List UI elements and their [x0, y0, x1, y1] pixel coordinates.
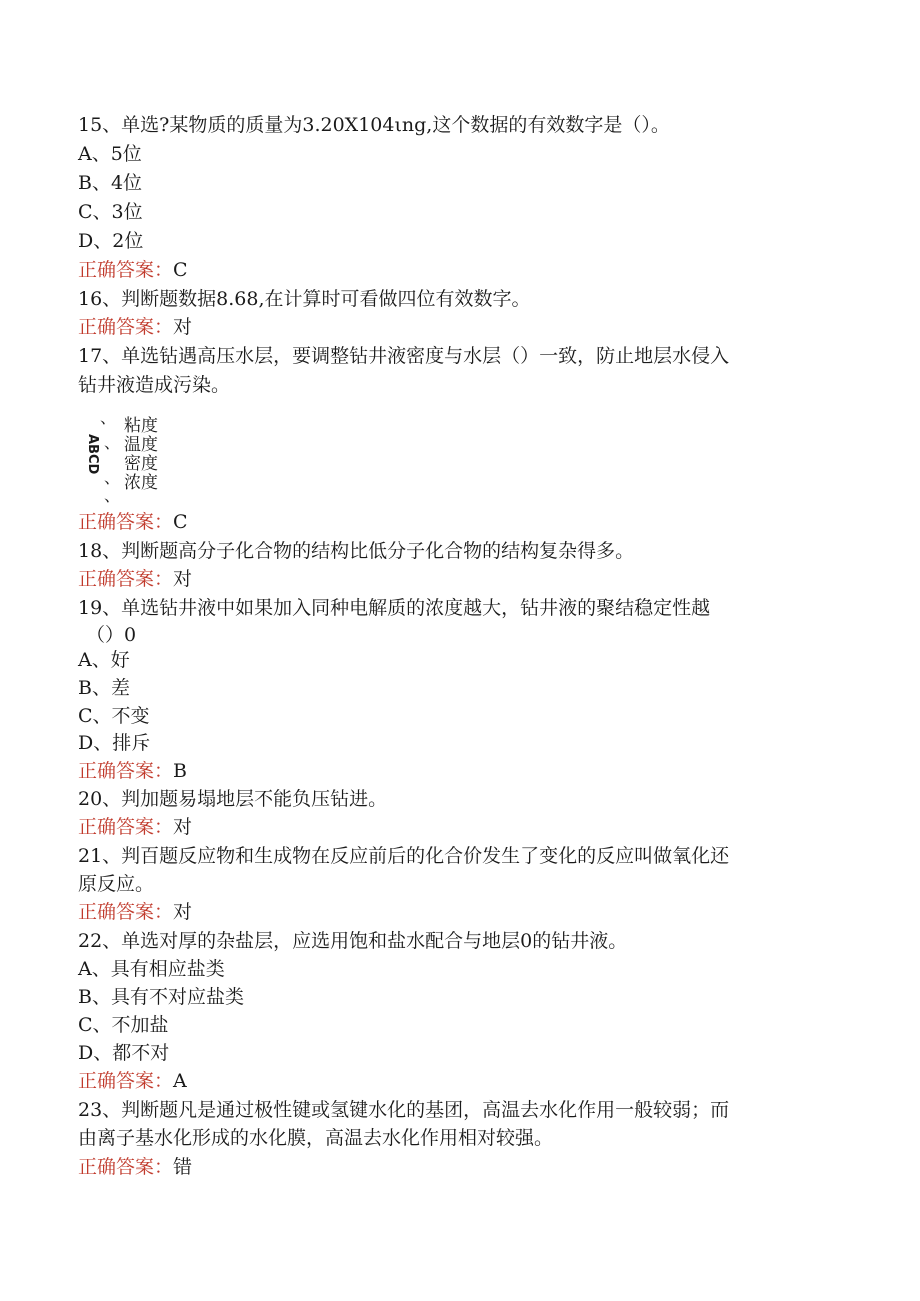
option-a: 粘度 — [124, 416, 158, 436]
answer-22 — [78, 1069, 187, 1093]
enumeration-comma: 、 — [104, 433, 121, 452]
answer-15 — [78, 258, 188, 282]
answer-value: 对 — [173, 316, 193, 338]
answer-16 — [78, 315, 192, 339]
question-16: 16、判断题数据8.68,在计算时可看做四位有效数字。 — [78, 288, 531, 310]
option-d: D、排斥 — [78, 732, 151, 754]
option-d: D、2位 — [78, 230, 144, 252]
answer-21 — [78, 900, 192, 924]
answer-label: 正确答案： — [78, 816, 174, 838]
question-15: 15、单选?某物质的质量为3.20X104ιng,这个数据的有效数字是（）。 — [78, 114, 670, 136]
option-c: C、3位 — [78, 201, 143, 223]
answer-label: 正确答案： — [78, 316, 174, 338]
answer-value: 对 — [173, 901, 193, 923]
option-a: A、5位 — [78, 143, 142, 165]
answer-label: 正确答案： — [78, 259, 174, 281]
answer-value: C — [173, 511, 188, 533]
option-d: D、都不对 — [78, 1042, 170, 1064]
question-20: 20、判加题易塌地层不能负压钻进。 — [78, 788, 388, 810]
answer-20 — [78, 815, 192, 839]
answer-label: 正确答案： — [78, 901, 174, 923]
option-b: 温度 — [124, 435, 158, 455]
answer-value: C — [173, 259, 188, 281]
answer-label: 正确答案： — [78, 511, 174, 533]
question-18: 18、判断题高分子化合物的结构比低分子化合物的结构复杂得多。 — [78, 540, 635, 562]
answer-value: A — [173, 1070, 187, 1092]
enumeration-comma: 、 — [104, 486, 121, 505]
answer-label: 正确答案： — [78, 1156, 174, 1178]
question-19-line-2: （）0 — [86, 624, 137, 646]
option-b: B、差 — [78, 677, 130, 699]
option-letters-vertical: ABCD — [85, 434, 100, 475]
answer-18 — [78, 567, 192, 591]
question-17-line-2: 钻井液造成污染。 — [78, 374, 231, 396]
option-a: A、好 — [78, 649, 130, 671]
answer-label: 正确答案： — [78, 1070, 174, 1092]
option-b: B、具有不对应盐类 — [78, 986, 244, 1008]
answer-label: 正确答案： — [78, 568, 174, 590]
question-22: 22、单选对厚的杂盐层，应选用饱和盐水配合与地层0的钻井液。 — [78, 930, 628, 952]
question-19-line-1: 19、单选钻井液中如果加入同种电解质的浓度越大，钻井液的聚结稳定性越 — [78, 597, 711, 619]
question-23-line-2: 由离子基水化形成的水化膜，高温去水化作用相对较强。 — [78, 1127, 554, 1149]
option-c: 密度 — [124, 454, 158, 474]
answer-value: 对 — [173, 568, 193, 590]
question-23-line-1: 23、判断题凡是通过极性键或氢键水化的基团，高温去水化作用一般较弱；而 — [78, 1099, 730, 1121]
answer-23 — [78, 1155, 192, 1179]
option-c: C、不加盐 — [78, 1014, 169, 1036]
enumeration-comma: 、 — [104, 468, 121, 487]
option-a: A、具有相应盐类 — [78, 958, 225, 980]
question-21-line-1: 21、判百题反应物和生成物在反应前后的化合价发生了变化的反应叫做氧化还 — [78, 845, 730, 867]
option-b: B、4位 — [78, 172, 143, 194]
answer-value: 对 — [173, 816, 193, 838]
answer-value: B — [173, 760, 187, 782]
answer-17 — [78, 510, 188, 534]
answer-19 — [78, 759, 187, 783]
answer-value: 错 — [173, 1156, 193, 1178]
question-21-line-2: 原反应。 — [78, 873, 155, 895]
option-c: C、不变 — [78, 705, 150, 727]
question-17-line-1: 17、单选钻遇高压水层，要调整钻井液密度与水层（）一致，防止地层水侵入 — [78, 345, 730, 367]
answer-label: 正确答案： — [78, 760, 174, 782]
option-d: 浓度 — [124, 473, 158, 493]
enumeration-comma: 、 — [100, 408, 117, 427]
